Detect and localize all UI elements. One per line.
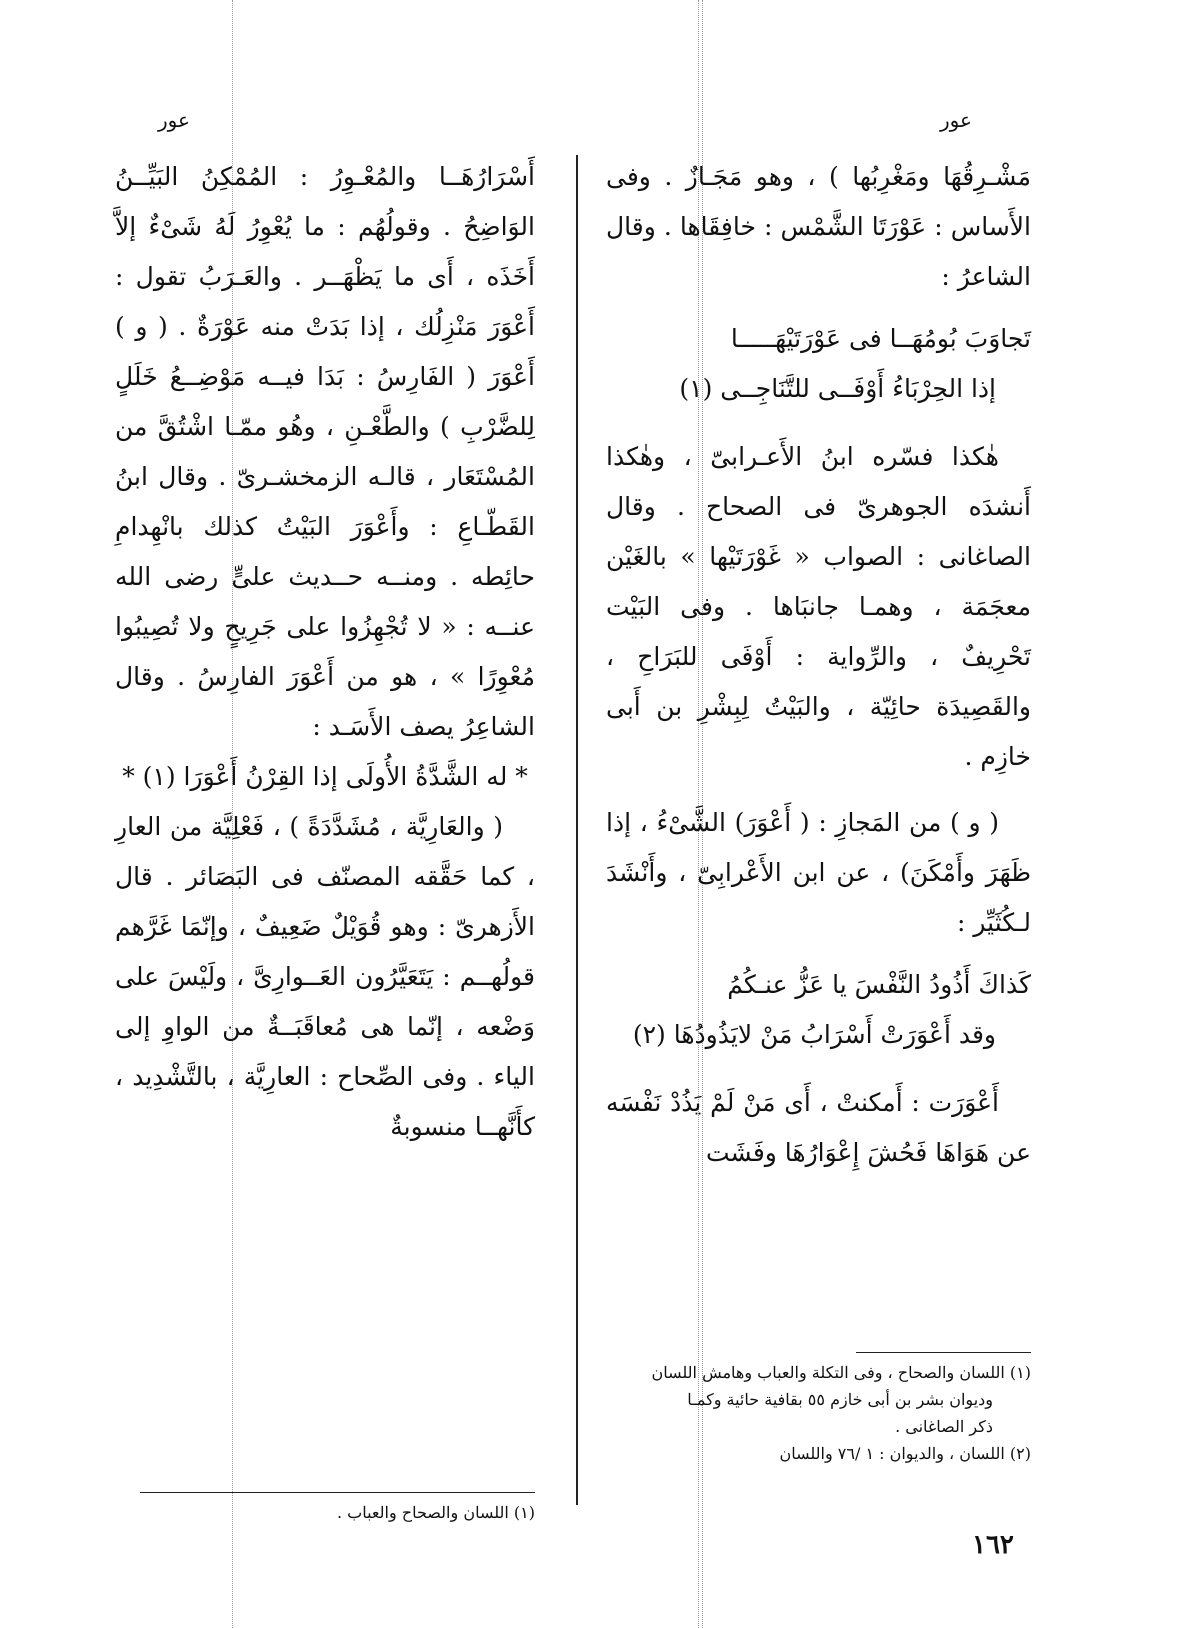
footnotes-left <box>115 1492 535 1526</box>
paragraph: ( والعَارِيَّة ، مُشَدَّدَةً ) ، فَعْلِيَّة من العارِ ، كما حَقَّقه المصنّف فى البَصَائر . قال الأَزهرىّ : وهو قُوَيْلٌ ضَعِيفٌ ، وإنّمَا غَرَّهم قولُهــم : يَتَعَيَّرُون العَــوارِىَّ ، ولَيْسَ على وَضْعه ، إنّما هى مُعاقَبَــةٌ من الواوِ إلى الياء . وفى الصِّحاح : العارِيَّة ، بالتَّشْدِيد ، كأَنَّهــا منسوبةٌ <box>115 812 535 1141</box>
verse <box>606 960 1031 1060</box>
verse-hemistich: تَجاوَبَ بُومُهَــا فى عَوْرَتَيْهَـــــا <box>730 324 1031 353</box>
footnote-continuation: وديوان بشر بن أبى خازم ٥٥ بقافية حائية وكمـا <box>687 1390 993 1409</box>
verse-hemistich: إذا الحِرْبَاءُ أَوْفَــى للتَّنَاجِــى (١) <box>679 374 996 403</box>
footnote-rule <box>856 1352 1031 1353</box>
right-column <box>606 152 1031 1178</box>
running-head-left: عور <box>158 108 190 132</box>
left-column <box>115 152 535 1152</box>
footnote: (١) اللسان والصحاح ، وفى التكلة والعباب وهامش اللسان <box>651 1363 1031 1382</box>
footnote-rule <box>140 1492 535 1493</box>
verse-hemistich: كَذاكَ أَذُودُ النَّفْسَ يا عَزُّ عنـكُمُ <box>727 970 1031 999</box>
footnotes-right <box>606 1352 1031 1467</box>
paragraph: مَشْـرِقُهَا ومَغْرِبُها ) ، وهو مَجَـازٌ . وفى الأَساس : عَوْرَتَا الشَّمْس : خافِقَاها . وقال الشاعرُ : <box>606 162 1031 291</box>
verse <box>606 314 1031 414</box>
column-divider <box>576 155 578 1505</box>
footnote-continuation: ذكر الصاغانى . <box>895 1417 993 1436</box>
verse-hemistich: وقد أَعْوَرَتْ أَسْرَابُ مَنْ لايَذُودُهَا (٢) <box>632 1020 996 1049</box>
paragraph: أَسْرَارُهَــا والمُعْـوِرُ : المُمْكِنُ البَيِّــنُ الوَاضِحُ . وقولُهُم : ما يُعْوِرُ لَهُ شَىْءٌ إلاَّ أَخَذَه ، أَى ما يَظْهَــر . والعَـرَبُ تقول : أَعْوَرَ مَنْزِلُك ، إذا بَدَتْ منه عَوْرَةٌ . ( و ) أَعْوَرَ ( الفَارِسُ : بَدَا فيــه مَوْضِــعُ خَلَلٍ لِلضَّرْبِ ) والطَّعْـنِ ، وهُو ممّـا اشْتُقَّ من المُسْتَعَار ، قالـه الزمخشـرىّ . وقال ابنُ القَطّـاعِ : وأَعْوَرَ البَيْتُ كذلك بانْهِدامِ حائِطه . ومنــه حــديث علىٍّ رضى الله عنــه : « لا تُجْهِزُوا على جَرِيحٍ ولا تُصِيبُوا مُعْوِرًا » ، هو من أَعْوَرَ الفارِسُ . وقال الشاعِرُ يصف الأَسَـد : <box>115 162 535 741</box>
footnote: (١) اللسان والصحاح والعباب . <box>336 1503 535 1522</box>
running-head-right: عور <box>940 108 972 132</box>
paragraph: هٰكذا فسّره ابنُ الأَعـرابىّ ، وهٰكذا أَنشدَه الجوهرىّ فى الصحاح . وقال الصاغانى : الصواب « غَوْرَتَيْها » بالغَيْن معجَمَة ، وهمـا جانبَاها . وفى البَيْت تَحْرِيفٌ ، والرِّواية : أَوْفَى للبَرَاحِ ، والقَصِيدَة حائِيّة ، والبَيْتُ لِبِشْرِ بن أَبى خازِم . <box>606 442 1031 771</box>
paragraph: ( و ) من المَجازِ : ( أَعْوَرَ) الشَّىْءُ ، إذا ظَهَرَ وأَمْكَنَ) ، عن ابن الأَعْرابِىّ ، وأَنْشَدَ لـكُثَيِّر : <box>606 808 1031 937</box>
page-number: ١٦٢ <box>972 1530 1014 1560</box>
footnote: (٢) اللسان ، والديوان : ١ /٧٦ واللسان <box>779 1444 1031 1463</box>
verse: * له الشَّدَّةُ الأُولَى إذا القِرْنُ أَعْوَرَا (١) * <box>122 762 528 791</box>
paragraph: أَعْوَرَت : أَمكنتْ ، أَى مَنْ لَمْ يَذُدْ نَفْسَه عن هَوَاهَا فَحُشَ إِعْوَارُهَا وفَشَت <box>606 1088 1031 1167</box>
